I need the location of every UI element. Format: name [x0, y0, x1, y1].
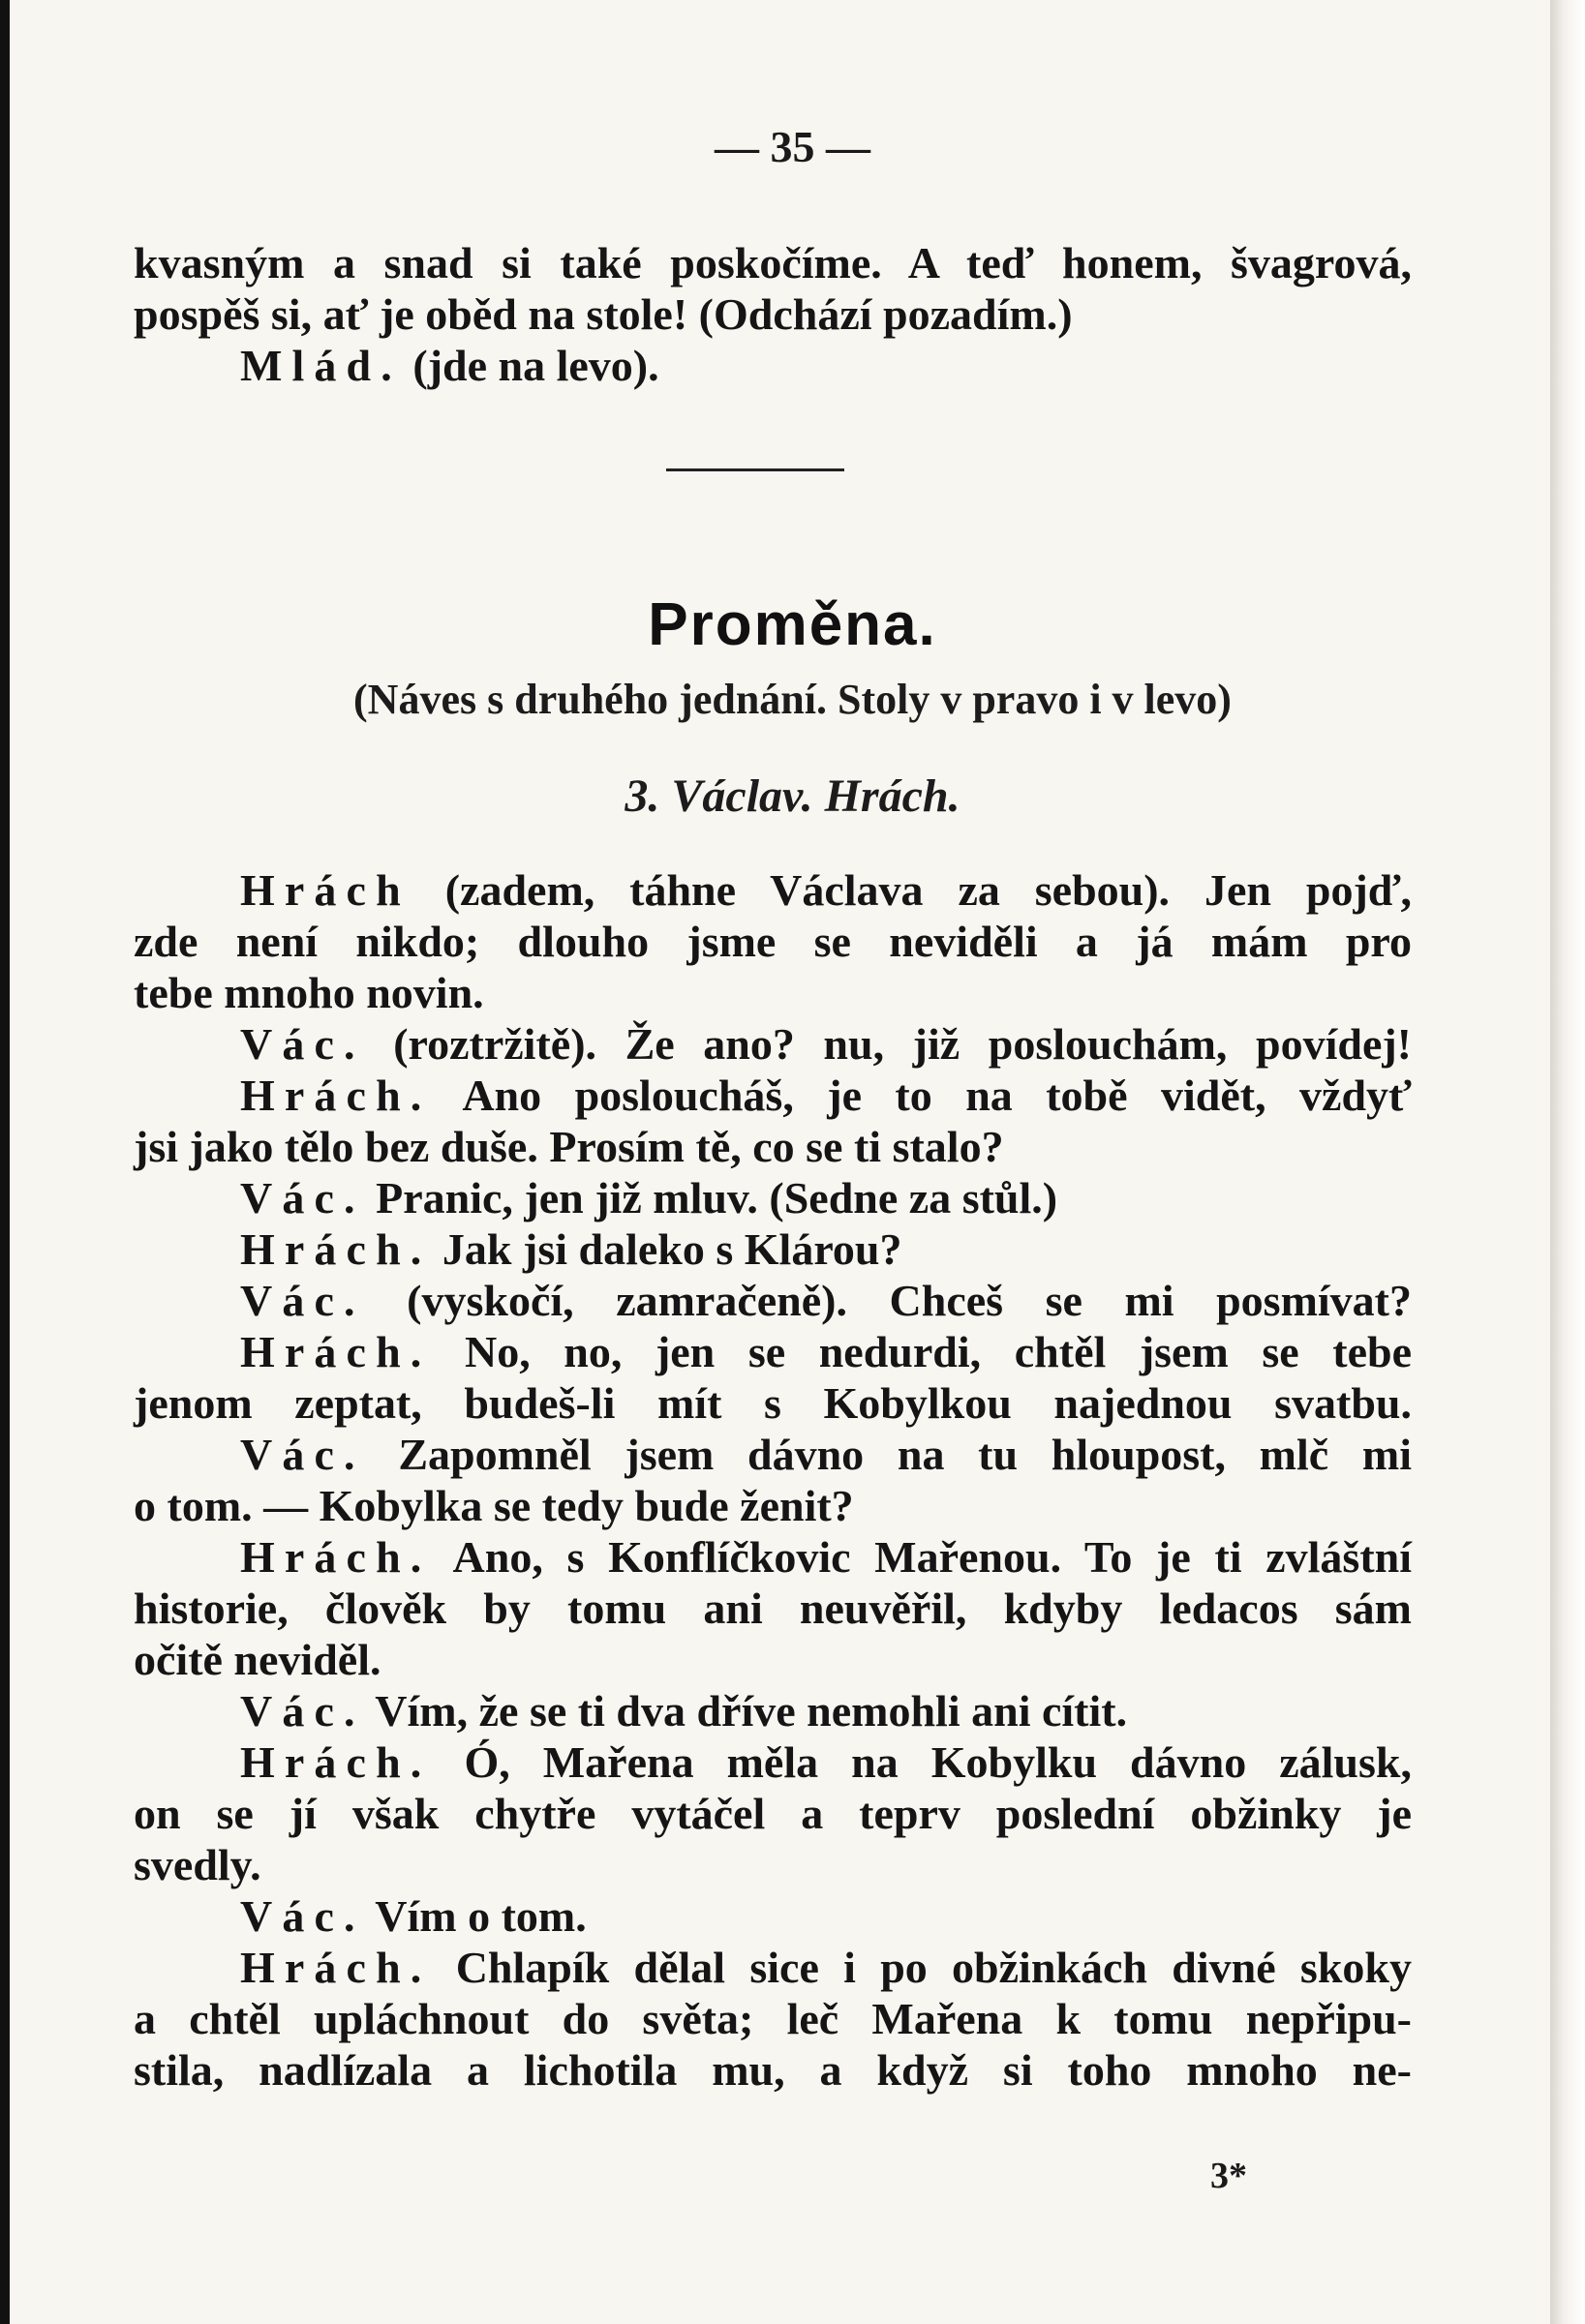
speaker-name: Hrách. — [240, 1943, 432, 1992]
line-text: Pranic, jen již mluv. (Sedne za stůl.) — [364, 1173, 1058, 1222]
text-line: pospěš si, ať je oběd na stole! (Odchází pozadím.) — [134, 289, 1073, 339]
dialogue-line — [134, 1326, 1412, 1377]
line-text: jsi jako tělo bez duše. Prosím tě, co se ti stalo? — [134, 1122, 1004, 1171]
dialogue-line — [134, 967, 1412, 1018]
section-divider — [666, 468, 844, 471]
speaker-name: Hrách. — [240, 1532, 432, 1582]
line-text: tebe mnoho novin. — [134, 968, 484, 1017]
dialogue-line — [134, 1223, 1412, 1275]
dialogue-line — [134, 1377, 1412, 1429]
line-text: jenom zeptat, budeš-li mít s Kobylkou najednou svatbu. — [134, 1378, 1412, 1428]
line-text: (jde na levo). — [401, 341, 659, 390]
speaker-name: Vác. — [240, 1891, 365, 1941]
speaker-name: Hrách — [240, 865, 411, 915]
page-number: — 35 — — [715, 122, 870, 171]
dialogue-line — [134, 2044, 1412, 2096]
scan-left-edge — [0, 0, 10, 2324]
line-text: stila, nadlízala a lichotila mu, a když si toho mnoho ne- — [134, 2045, 1412, 2095]
line-text: Ano posloucháš, je to na tobě vidět, vždyť — [431, 1071, 1412, 1120]
dialogue-line — [134, 1121, 1412, 1172]
section-title: Proměna. — [648, 591, 937, 658]
dialogue-line — [134, 1275, 1412, 1326]
dialogue-line — [134, 916, 1412, 967]
line-text: No, no, jen se nedurdi, chtěl jsem se tebe — [431, 1327, 1412, 1376]
line-text: Chlapík dělal sice i po obžinkách divné skoky — [431, 1943, 1412, 1992]
line-text: a chtěl upláchnout do světa; leč Mařena k tomu nepřipu- — [134, 1994, 1412, 2043]
dialogue-line — [134, 1480, 1412, 1531]
scene-heading: 3. Václav. Hrách. — [625, 770, 960, 822]
line-text: historie, člověk by tomu ani neuvěřil, kdyby ledacos sám — [134, 1584, 1412, 1633]
speaker-name: Mlád. — [240, 341, 402, 390]
speaker-name: Vác. — [240, 1686, 365, 1735]
line-text: Vím o tom. — [364, 1891, 587, 1941]
scan-right-edge — [1550, 0, 1585, 2324]
speaker-name: Vác. — [240, 1019, 365, 1069]
speaker-name: Hrách. — [240, 1224, 432, 1274]
line-text: Jak jsi daleko s Klárou? — [431, 1224, 902, 1274]
dialogue-line — [134, 1993, 1412, 2044]
line-text: svedly. — [134, 1840, 261, 1889]
speaker-name: Hrách. — [240, 1737, 432, 1787]
line-text: Zapomněl jsem dávno na tu hloupost, mlč mi — [364, 1430, 1412, 1479]
dialogue-line — [134, 1429, 1412, 1480]
line-text: o tom. — Kobylka se tedy bude ženit? — [134, 1481, 854, 1530]
line-text: Ano, s Konflíčkovic Mařenou. To je ti zvláštní — [431, 1532, 1412, 1582]
dialogue-line — [134, 1583, 1412, 1634]
line-text: Ó, Mařena měla na Kobylku dávno zálusk, — [431, 1737, 1412, 1787]
dialogue-line — [134, 1736, 1412, 1788]
stage-direction: (Náves s druhého jednání. Stoly v pravo i v levo) — [353, 676, 1232, 723]
line-text: zde není nikdo; dlouho jsme se neviděli a já mám pro — [134, 917, 1412, 966]
top-text-block — [134, 237, 1412, 391]
dialogue-line — [134, 1839, 1412, 1890]
dialogue-line — [134, 864, 1412, 916]
line-text: (vyskočí, zamračeně). Chceš se mi posmívat? — [364, 1276, 1412, 1325]
line-text: očitě neviděl. — [134, 1635, 381, 1684]
dialogue-line — [134, 1070, 1412, 1121]
speaker-name: Hrách. — [240, 1071, 432, 1120]
dialogue-line — [134, 1531, 1412, 1583]
dialogue-line — [134, 1942, 1412, 1993]
speaker-name: Vác. — [240, 1430, 365, 1479]
dialogue-line — [134, 1685, 1412, 1736]
line-text: on se jí však chytře vytáčel a teprv poslední obžinky je — [134, 1789, 1412, 1838]
text-line — [134, 340, 1412, 391]
signature-mark: 3* — [1210, 2156, 1247, 2196]
speaker-name: Vác. — [240, 1173, 365, 1222]
dialogue-block — [134, 864, 1412, 2096]
dialogue-line — [134, 1634, 1412, 1685]
dialogue-line — [134, 1172, 1412, 1223]
line-text: (zadem, táhne Václava za sebou). Jen pojď, — [410, 865, 1412, 915]
line-text: (roztržitě). Že ano? nu, již poslouchám, povídej! — [364, 1019, 1412, 1069]
line-text: Vím, že se ti dva dříve nemohli ani cítit. — [364, 1686, 1128, 1735]
dialogue-line — [134, 1018, 1412, 1070]
speaker-name: Hrách. — [240, 1327, 432, 1376]
text-line: kvasným a snad si také poskočíme. A teď honem, švagrová, — [134, 238, 1412, 287]
speaker-name: Vác. — [240, 1276, 365, 1325]
dialogue-line — [134, 1890, 1412, 1942]
dialogue-line — [134, 1788, 1412, 1839]
